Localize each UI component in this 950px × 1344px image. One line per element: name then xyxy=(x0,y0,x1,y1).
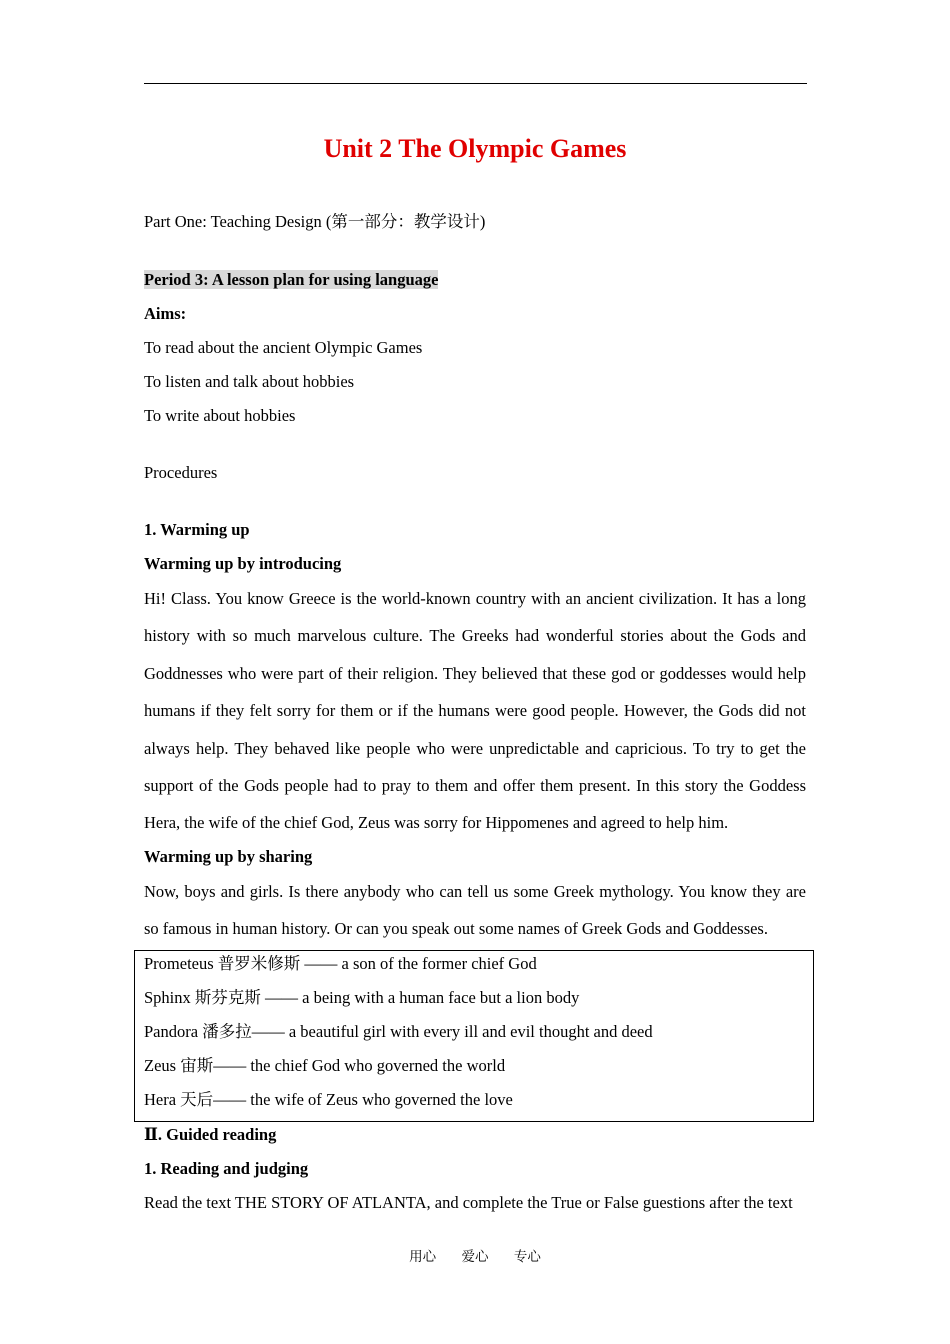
subheading-reading-judging: 1. Reading and judging xyxy=(144,1159,309,1178)
subheading-introducing: Warming up by introducing xyxy=(144,554,342,573)
greek-gods-box xyxy=(134,950,814,1122)
section-heading-guided-reading: Ⅱ. Guided reading xyxy=(144,1125,277,1144)
period-heading-text: Period 3: A lesson plan for using language xyxy=(144,270,439,289)
gods-box-item: Pandora 潘多拉—— a beautiful girl with every ill and evil thought and deed xyxy=(144,1022,653,1041)
page-footer xyxy=(0,1247,950,1267)
section-heading-warming-up: 1. Warming up xyxy=(144,520,250,539)
gods-box-item: Prometeus 普罗米修斯 —— a son of the former chief God xyxy=(144,954,537,973)
header-rule xyxy=(144,83,807,84)
gods-box-item: Hera 天后—— the wife of Zeus who governed the love xyxy=(144,1090,513,1109)
procedures-label: Procedures xyxy=(144,463,218,482)
gods-box-item: Zeus 宙斯—— the chief God who governed the world xyxy=(144,1056,506,1075)
aims-item: To write about hobbies xyxy=(144,406,296,425)
period-heading xyxy=(144,269,438,291)
gods-box-item: Sphinx 斯芬克斯 —— a being with a human face but a lion body xyxy=(144,988,580,1007)
document-title: Unit 2 The Olympic Games xyxy=(323,134,627,163)
aims-label: Aims: xyxy=(144,304,187,323)
subheading-sharing: Warming up by sharing xyxy=(144,847,313,866)
aims-item: To listen and talk about hobbies xyxy=(144,372,355,391)
part-heading: Part One: Teaching Design (第一部分：教学设计) xyxy=(144,212,486,231)
footer-item: 专心 xyxy=(513,1249,541,1264)
introducing-paragraph: Hi! Class. You know Greece is the world-known country with an ancient civilization. It has a long history with so much marvelous culture. The Greeks had wonderful stories about the Gods and Goddnesses who were part of their religion. They believed that these god or goddesses would help humans if they felt sorry for them or if the humans were good people. However, the Gods did not always help. They behaved like people who were unpredictable and capricious. To try to get the support of the Gods people had to pray to them and offer them present. In this story the Goddess Hera, the wife of the chief God, Zeus was sorry for Hippomenes and agreed to help him. xyxy=(144,589,806,833)
footer-item: 用心 xyxy=(409,1249,437,1264)
reading-instruction: Read the text THE STORY OF ATLANTA, and complete the True or False guestions after the text xyxy=(144,1193,793,1212)
sharing-paragraph: Now, boys and girls. Is there anybody who can tell us some Greek mythology. You know they are so famous in human history. Or can you speak out some names of Greek Gods and Goddesses. xyxy=(144,882,806,939)
footer-item: 爱心 xyxy=(461,1249,489,1264)
aims-item: To read about the ancient Olympic Games xyxy=(144,338,423,357)
